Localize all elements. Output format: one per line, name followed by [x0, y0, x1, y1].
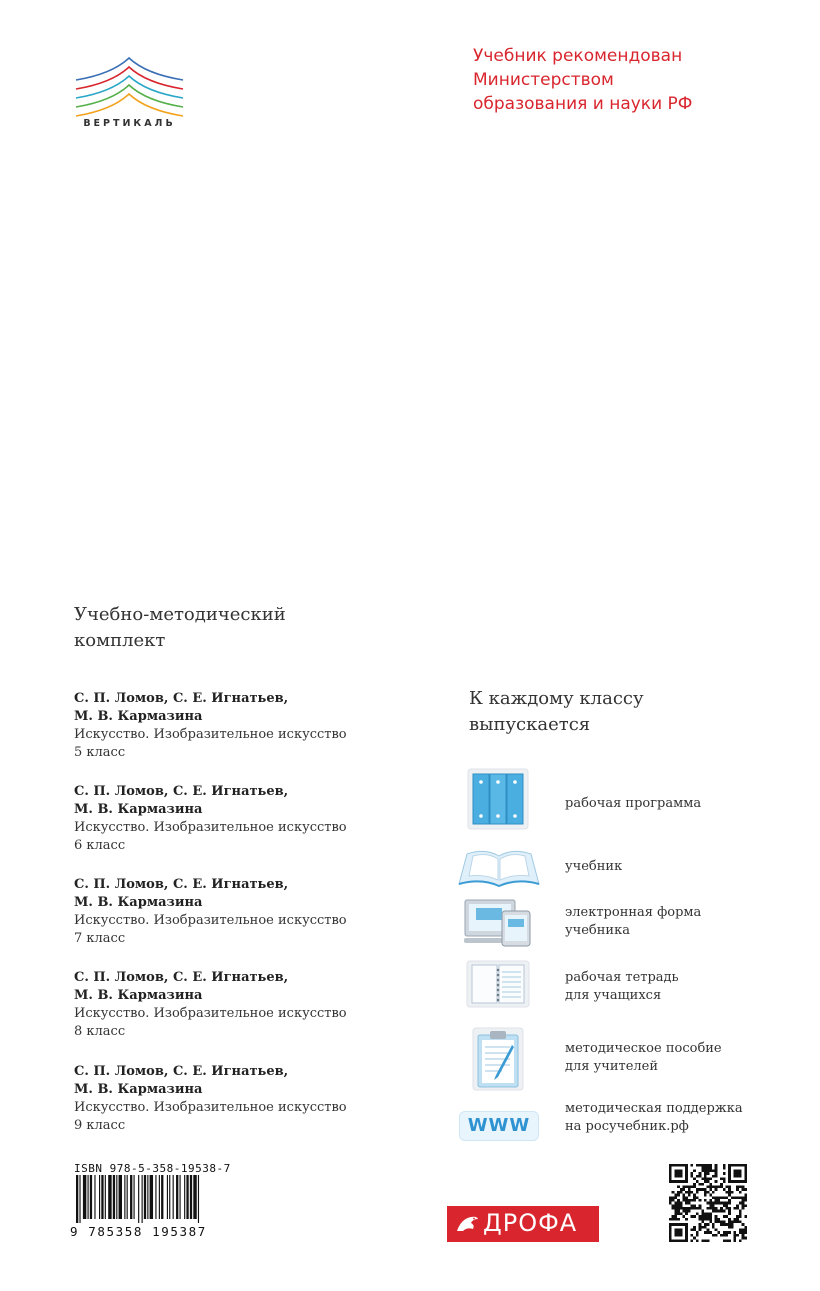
book-authors: М. В. Кармазина — [74, 1082, 203, 1097]
logo-text: ВЕРТИКАЛЬ — [83, 118, 176, 129]
issued-item-line: рабочая тетрадь — [565, 970, 679, 985]
issued-item-label — [565, 1040, 722, 1076]
book-entry-grade-5 — [74, 690, 404, 762]
book-title: Искусство. Изобразительное искусство — [74, 727, 347, 742]
book-authors: С. П. Ломов, С. Е. Игнатьев, — [74, 970, 289, 985]
umk-title-line: Учебно-методический — [74, 604, 286, 625]
book-title: Искусство. Изобразительное искусство — [74, 1006, 347, 1021]
www-icon — [459, 1111, 539, 1141]
issued-item-line: на росучебник.рф — [565, 1119, 689, 1134]
book-authors: М. В. Кармазина — [74, 709, 203, 724]
book-authors: С. П. Ломов, С. Е. Игнатьев, — [74, 1064, 289, 1079]
issued-item-label — [565, 858, 622, 876]
issued-title — [469, 686, 644, 738]
book-entry-grade-6 — [74, 783, 404, 855]
open-book-icon — [457, 846, 541, 888]
devices-icon — [464, 898, 532, 948]
book-authors: М. В. Кармазина — [74, 988, 203, 1003]
issued-title-line: выпускается — [469, 714, 591, 735]
issued-item-line: электронная форма — [565, 905, 702, 920]
recommendation-line: образования и науки РФ — [473, 94, 693, 114]
book-entry-grade-9 — [74, 1063, 404, 1135]
barcode-digits: 9 785358 195387 — [70, 1224, 207, 1239]
issued-item-line: рабочая программа — [565, 796, 702, 811]
issued-item-line: для учащихся — [565, 988, 662, 1003]
book-title: Искусство. Изобразительное искусство — [74, 1100, 347, 1115]
recommendation-line: Министерством — [473, 70, 614, 90]
book-title: Искусство. Изобразительное искусство — [74, 913, 347, 928]
book-grade: 8 класс — [74, 1024, 126, 1039]
barcode-icon — [74, 1175, 244, 1223]
notebook-icon — [466, 960, 530, 1008]
book-grade: 7 класс — [74, 931, 126, 946]
book-authors: М. В. Кармазина — [74, 895, 203, 910]
issued-item-label — [565, 1100, 743, 1136]
issued-title-line: К каждому классу — [469, 688, 644, 709]
drofa-bird-icon — [455, 1213, 479, 1235]
book-entry-grade-7 — [74, 876, 404, 948]
book-grade: 5 класс — [74, 745, 126, 760]
book-grade: 6 класс — [74, 838, 126, 853]
binders-icon — [467, 768, 529, 830]
issued-item-line: учебника — [565, 923, 630, 938]
issued-item-label — [565, 795, 701, 813]
recommendation-text — [473, 44, 793, 116]
issued-item-line: учебник — [565, 859, 623, 874]
www-badge-text: WWW — [467, 1115, 531, 1136]
issued-item-label — [565, 904, 701, 940]
book-grade: 9 класс — [74, 1118, 126, 1133]
book-authors: С. П. Ломов, С. Е. Игнатьев, — [74, 691, 289, 706]
clipboard-icon — [472, 1027, 524, 1091]
publisher-name: ДРОФА — [483, 1209, 578, 1237]
umk-title-line: комплект — [74, 630, 166, 651]
qr-code-icon — [669, 1164, 747, 1242]
book-title: Искусство. Изобразительное искусство — [74, 820, 347, 835]
book-authors: С. П. Ломов, С. Е. Игнатьев, — [74, 784, 289, 799]
publisher-logo — [447, 1206, 599, 1242]
recommendation-line: Учебник рекомендован — [473, 46, 683, 66]
book-authors: С. П. Ломов, С. Е. Игнатьев, — [74, 877, 289, 892]
isbn-label: ISBN 978-5-358-19538-7 — [74, 1162, 231, 1175]
book-entry-grade-8 — [74, 969, 404, 1041]
issued-item-line: методическое пособие — [565, 1041, 722, 1056]
issued-item-line: методическая поддержка — [565, 1101, 743, 1116]
issued-item-line: для учителей — [565, 1059, 659, 1074]
book-authors: М. В. Кармазина — [74, 802, 203, 817]
issued-item-label — [565, 969, 679, 1005]
umk-title — [74, 602, 286, 654]
